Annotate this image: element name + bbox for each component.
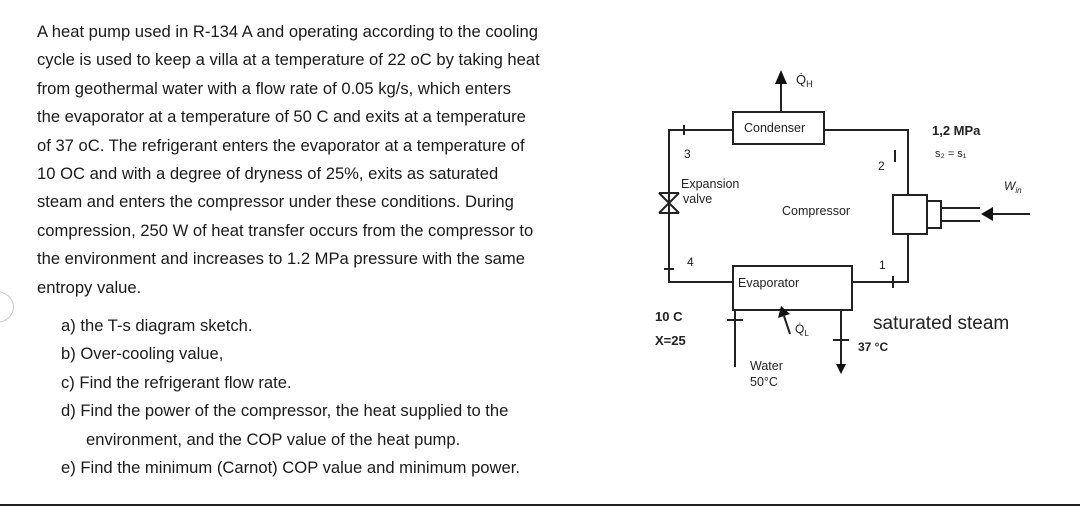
page-bottom-border bbox=[0, 504, 1080, 506]
expansion-label: Expansion bbox=[681, 177, 740, 191]
water-outlet-arrowhead bbox=[836, 364, 846, 374]
state-2-label: 2 bbox=[878, 159, 885, 173]
problem-line: compression, 250 W of heat transfer occurs from the compressor to bbox=[37, 220, 534, 240]
compressor-piston bbox=[927, 201, 941, 228]
heat-out-arrowhead bbox=[775, 70, 787, 84]
problem-line: cycle is used to keep a villa at a temperature of 22 oC by taking heat bbox=[37, 50, 540, 70]
heat-in-label: $Q̇_L$ bbox=[795, 322, 809, 338]
condenser-label: Condenser bbox=[744, 121, 806, 135]
question-a: a) the T-s diagram sketch. bbox=[61, 316, 253, 335]
problem-line: entropy value. bbox=[37, 277, 142, 297]
problem-line: the environment and increases to 1.2 MPa pressure with the same bbox=[37, 249, 525, 269]
problem-line: the evaporator at a temperature of 50 C and exits at a temperature bbox=[37, 107, 526, 127]
state-1-label: 1 bbox=[879, 258, 886, 272]
heat-in-arrow-line bbox=[784, 316, 790, 334]
question-e: e) Find the minimum (Carnot) COP value and minimum power. bbox=[61, 458, 520, 478]
inlet-temperature-label: 10 C bbox=[655, 309, 683, 324]
problem-line: of 37 oC. The refrigerant enters the evaporator at a temperature of bbox=[37, 135, 525, 155]
problem-line: A heat pump used in R-134 A and operating according to the cooling bbox=[37, 22, 538, 41]
refrigerant-line-right bbox=[824, 130, 908, 195]
work-in-arrowhead bbox=[981, 207, 993, 221]
outlet-temperature-label: 37 °C bbox=[858, 340, 889, 354]
problem-line: steam and enters the compressor under these conditions. During bbox=[37, 192, 514, 212]
problem-line: 10 OC and with a degree of dryness of 25%, exits as saturated bbox=[37, 164, 499, 184]
valve-label: valve bbox=[683, 192, 713, 206]
compressor-label: Compressor bbox=[782, 204, 851, 218]
water-label: Water bbox=[750, 359, 783, 373]
water-temperature-label: 50°C bbox=[750, 375, 778, 389]
work-in-label: $W_{in}$ bbox=[1004, 179, 1022, 195]
compressor-cylinder bbox=[893, 195, 927, 234]
state-3-label: 3 bbox=[684, 147, 691, 161]
quality-label: X=25 bbox=[655, 333, 686, 348]
question-d: d) Find the power of the compressor, the heat supplied to the bbox=[61, 401, 509, 421]
saturated-steam-label: saturated steam bbox=[873, 313, 1010, 334]
question-d-continued: environment, and the COP value of the heat pump. bbox=[86, 429, 461, 449]
refrigerant-line-left bbox=[669, 130, 733, 282]
pressure-label: 1,2 MPa bbox=[932, 123, 981, 138]
state-4-label: 4 bbox=[687, 255, 694, 269]
isentropic-label: s₂ = s₁ bbox=[935, 148, 967, 160]
question-c: c) Find the refrigerant flow rate. bbox=[61, 372, 292, 392]
evaporator-label: Evaporator bbox=[738, 276, 800, 290]
question-b: b) Over-cooling value, bbox=[61, 344, 224, 364]
problem-line: from geothermal water with a flow rate of 0.05 kg/s, which enters bbox=[37, 78, 512, 98]
heat-out-label: $Q̇_H$ bbox=[796, 72, 813, 89]
